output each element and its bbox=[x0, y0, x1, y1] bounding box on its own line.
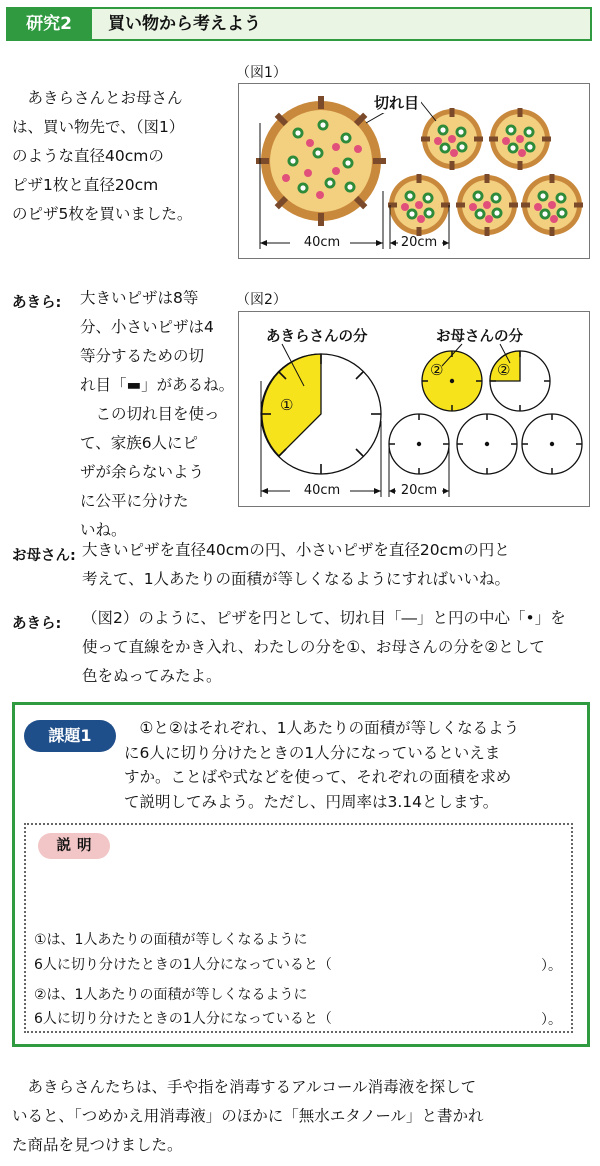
task-line: すか。ことばや式などを使って、それぞれの面積を求め bbox=[124, 768, 512, 786]
dialog-line: ザが余らないよう bbox=[80, 463, 205, 481]
answer1-blank-close: ）。 bbox=[541, 958, 562, 974]
outro-line: いると、「つめかえ用消毒液」のほかに「無水エタノール」と書かれ bbox=[12, 1107, 484, 1125]
dialog-line: 大きいピザを直径40cmの円、小さいピザを直径20cmの円と bbox=[82, 541, 510, 559]
large-circle bbox=[261, 354, 381, 474]
dialog-line: 大きいピザは8等 bbox=[80, 289, 199, 307]
outro-line: た商品を見つけました。 bbox=[12, 1136, 183, 1154]
dialog-line: 考えて、1人あたりの面積が等しくなるようにすればいいね。 bbox=[82, 570, 511, 588]
dialog-line: て、家族6人にピ bbox=[80, 434, 199, 452]
dialog1-text bbox=[80, 284, 234, 545]
cut-label: 切れ目 bbox=[374, 94, 420, 112]
intro-paragraph bbox=[12, 84, 192, 229]
task-line: に6人に切り分けたときの1人分になっているといえま bbox=[124, 743, 501, 762]
task-text bbox=[124, 716, 579, 814]
section-title: 買い物から考えよう bbox=[108, 14, 261, 34]
akira-share-label: あきらさんの分 bbox=[266, 329, 368, 345]
answer1-line2: 6人に切り分けたときの1人分になっていると（ bbox=[34, 957, 332, 973]
dialog2-text bbox=[82, 536, 510, 594]
small-pizzas bbox=[388, 108, 583, 236]
dialog-line: いね。 bbox=[80, 521, 127, 539]
dim-small-label: 20cm bbox=[400, 235, 438, 250]
mark-1: ① bbox=[280, 396, 294, 414]
answer2-line2: 6人に切り分けたときの1人分になっていると（ bbox=[34, 1011, 332, 1027]
dim-small-label-2: 20cm bbox=[400, 483, 438, 498]
dialog-line: れ目「▬」があるね。 bbox=[80, 376, 235, 394]
dialog-line: 色をぬってみたよ。 bbox=[82, 667, 222, 685]
small-circles-bottom bbox=[389, 414, 582, 474]
section-tag: 研究2 bbox=[6, 7, 92, 41]
task-line: て説明してみよう。ただし、円周率は3.14とします。 bbox=[124, 792, 499, 811]
dialog3-text bbox=[82, 604, 566, 691]
dialog-line: この切れ目を使っ bbox=[80, 405, 220, 423]
dim-large-label-2: 40cm bbox=[303, 483, 341, 498]
task-badge: 課題1 bbox=[24, 720, 116, 752]
large-pizza bbox=[256, 96, 386, 226]
figure1-label: （図1） bbox=[236, 65, 287, 81]
mark-2: ② bbox=[430, 361, 444, 379]
answer2-blank-close: ）。 bbox=[541, 1012, 562, 1028]
speaker-akira: あきら: bbox=[12, 295, 62, 311]
dialog-line: （図2）のように、ピザを円として、切れ目「―」と円の中心「•」を bbox=[82, 609, 566, 627]
intro-line: は、買い物先で、（図1） bbox=[12, 118, 185, 136]
section-header bbox=[6, 7, 592, 41]
intro-line: あきらさんとお母さん bbox=[12, 89, 183, 107]
dialog-line: 等分するための切 bbox=[80, 347, 205, 365]
speaker-mother: お母さん: bbox=[12, 548, 76, 564]
task-line: ①と②はそれぞれ、1人あたりの面積が等しくなるよう bbox=[124, 719, 520, 737]
small-circle-1 bbox=[422, 351, 482, 411]
dim-large-label: 40cm bbox=[303, 235, 341, 250]
explanation-badge: 説明 bbox=[38, 833, 110, 859]
mother-share-label: お母さんの分 bbox=[436, 329, 523, 345]
cut-pointer-line bbox=[420, 101, 436, 121]
intro-line: のような直径40cmの bbox=[12, 147, 164, 165]
outro-paragraph bbox=[12, 1073, 484, 1160]
figure2-label: （図2） bbox=[236, 292, 287, 308]
dialog-line: に公平に分けた bbox=[80, 492, 189, 510]
intro-line: ピザ1枚と直径20cm bbox=[12, 176, 159, 194]
dialog-line: 分、小さいピザは4 bbox=[80, 318, 214, 336]
mark-2: ② bbox=[497, 361, 511, 379]
small-circle-2 bbox=[490, 351, 550, 411]
answer1-line1: ①は、1人あたりの面積が等しくなるように bbox=[34, 932, 308, 948]
speaker-akira: あきら: bbox=[12, 616, 62, 632]
answer2-line1: ②は、1人あたりの面積が等しくなるように bbox=[34, 987, 308, 1003]
outro-line: あきらさんたちは、手や指を消毒するアルコール消毒液を探して bbox=[12, 1078, 477, 1096]
dialog-line: 使って直線をかき入れ、わたしの分を①、お母さんの分を②として bbox=[82, 638, 545, 656]
intro-line: のピザ5枚を買いました。 bbox=[12, 205, 193, 223]
